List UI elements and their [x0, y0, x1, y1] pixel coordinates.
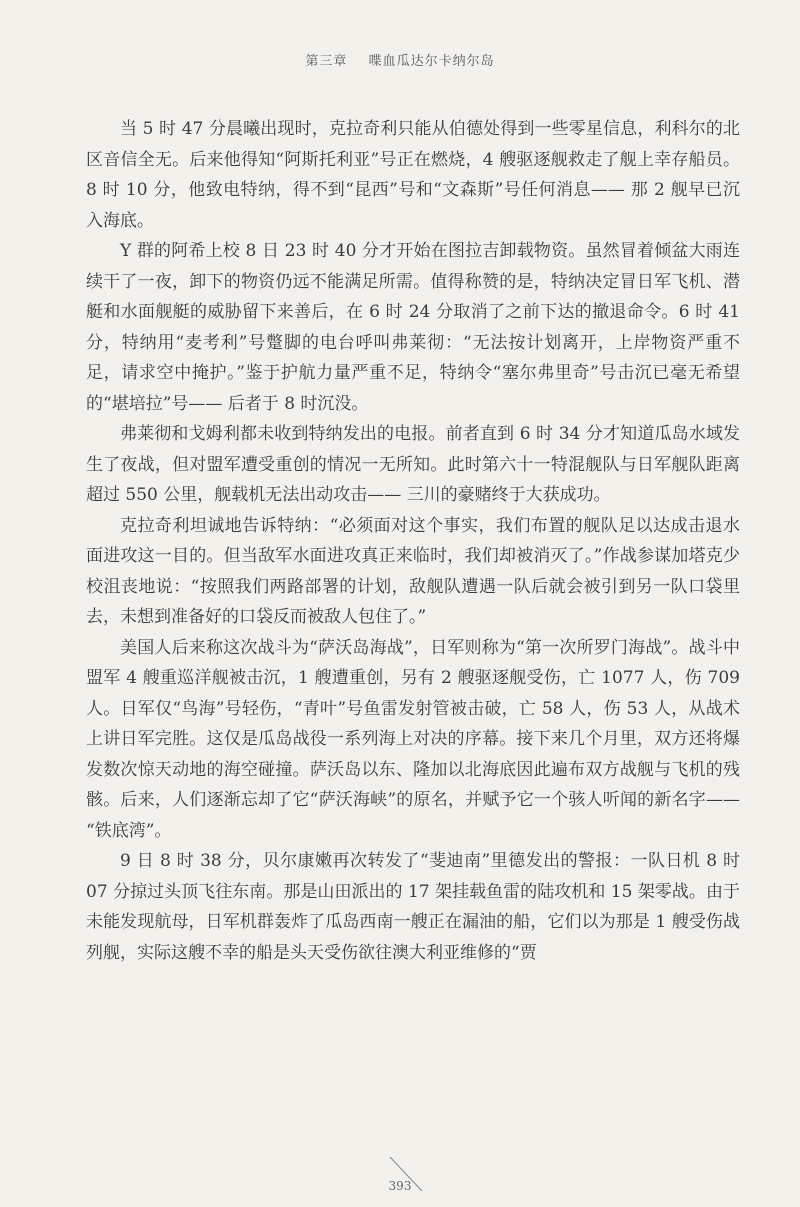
- paragraph: 9 日 8 时 38 分，贝尔康嫩再次转发了“斐迪南”里德发出的警报：一队日机 8 时 07 分掠过头顶飞往东南。那是山田派出的 17 架挂载鱼雷的陆攻机和 15 架零战。由于未能发现航母，日军机群轰炸了瓜岛西南一艘正在漏油的船，它们以为那是 1 艘受伤战列舰，实际这艘不幸的船是头天受伤欲往澳大利亚维修的“贾: [86, 851, 740, 963]
- running-header: [0, 50, 800, 69]
- paragraph: Y 群的阿希上校 8 日 23 时 40 分才开始在图拉吉卸载物资。虽然冒着倾盆大雨连续干了一夜，卸下的物资仍远不能满足所需。值得称赞的是，特纳决定冒日军飞机、潜艇和水面舰艇的威胁留下来善后，在 6 时 24 分取消了之前下达的撤退命令。6 时 41 分，特纳用“麦考利”号蹩脚的电台呼叫弗莱彻：“无法按计划离开，上岸物资严重不足，请求空中掩护。”鉴于护航力量严重不足，特纳令“塞尔弗里奇”号击沉已毫无希望的“堪培拉”号—— 后者于 8 时沉没。: [86, 241, 740, 414]
- paragraph: 弗莱彻和戈姆利都未收到特纳发出的电报。前者直到 6 时 34 分才知道瓜岛水域发生了夜战，但对盟军遭受重创的情况一无所知。此时第六十一特混舰队与日军舰队距离超过 550 公里，舰载机无法出动攻击—— 三川的豪赌终于大获成功。: [86, 424, 740, 505]
- page-number: 393: [388, 1179, 412, 1193]
- paragraph: 美国人后来称这次战斗为“萨沃岛海战”，日军则称为“第一次所罗门海战”。战斗中盟军 4 艘重巡洋舰被击沉，1 艘遭重创，另有 2 艘驱逐舰受伤，亡 1077 人，伤 709 人。日军仅“鸟海”号轻伤，“青叶”号鱼雷发射管被击破，亡 58 人，伤 53 人，从战术上讲日军完胜。这仅是瓜岛战役一系列海上对决的序幕。接下来几个月里，双方还将爆发数次惊天动地的海空碰撞。萨沃岛以东、隆加以北海底因此遍布双方战舰与飞机的残骸。后来，人们逐渐忘却了它“萨沃海峡”的原名，并赋予它一个骇人听闻的新名字—— “铁底湾”。: [86, 637, 740, 841]
- chapter-label: 第三章: [305, 54, 348, 69]
- paragraph: 当 5 时 47 分晨曦出现时，克拉奇利只能从伯德处得到一些零星信息，利科尔的北区音信全无。后来他得知“阿斯托利亚”号正在燃烧，4 艘驱逐舰救走了舰上幸存船员。8 时 10 分，他致电特纳，得不到“昆西”号和“文森斯”号任何消息—— 那 2 舰早已沉入海底。: [86, 119, 740, 231]
- body-text: [86, 114, 740, 968]
- paragraph: 克拉奇利坦诚地告诉特纳：“必须面对这个事实，我们布置的舰队足以达成击退水面进攻这一目的。但当敌军水面进攻真正来临时，我们却被消灭了。”作战参谋加塔克少校沮丧地说：“按照我们两路部署的计划，敌舰队遭遇一队后就会被引到另一队口袋里去，未想到准备好的口袋反而被敌人包住了。”: [86, 515, 740, 627]
- chapter-title: 喋血瓜达尔卡纳尔岛: [368, 54, 495, 69]
